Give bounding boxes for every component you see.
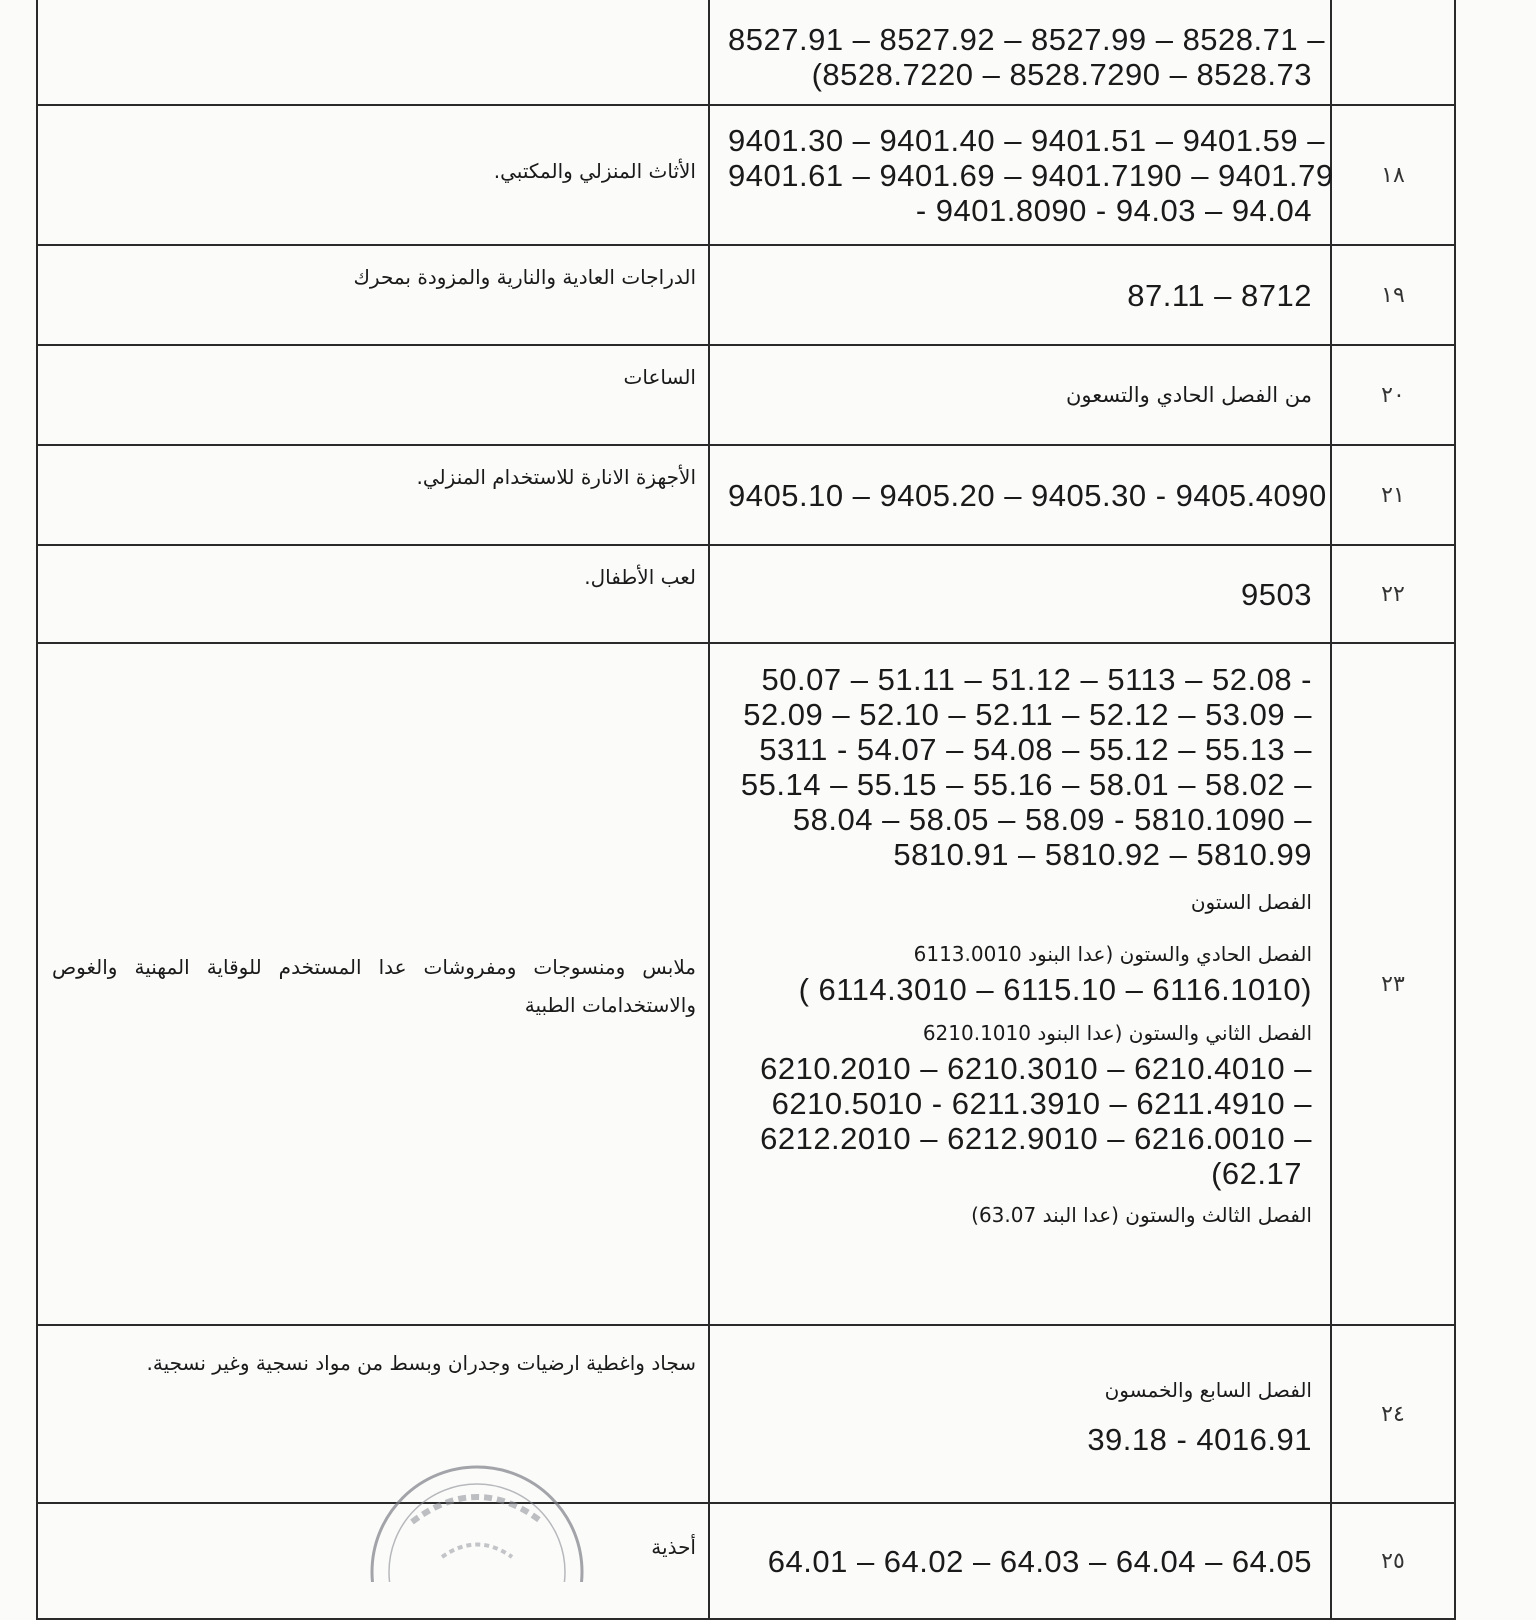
row-number: ٢٤ (1331, 1325, 1455, 1503)
row-number: ١٨ (1331, 105, 1455, 245)
table-row (37, 345, 1455, 445)
hs-codes-cell (709, 643, 1331, 1325)
item-description: أحذية (37, 1503, 709, 1619)
hs-codes-cell (709, 345, 1331, 445)
table-row (37, 245, 1455, 345)
row-number: ٢٠ (1331, 345, 1455, 445)
item-description: الدراجات العادية والنارية والمزودة بمحرك (37, 245, 709, 345)
hs-code-line: 9503 (1241, 576, 1312, 612)
table-row (37, 545, 1455, 643)
hs-code-line: 55.14 – 55.15 – 55.16 – 58.01 – 58.02 – (740, 767, 1312, 802)
hs-code-line: ( 6114.3010 – 6115.10 – 6116.1010) (798, 972, 1312, 1007)
table-row (37, 105, 1455, 245)
table-row (37, 1503, 1455, 1619)
item-description: الساعات (37, 345, 709, 445)
item-description: لعب الأطفال. (37, 545, 709, 643)
hs-codes-cell (709, 1503, 1331, 1619)
table-row (37, 643, 1455, 1325)
item-description: الأجهزة الانارة للاستخدام المنزلي. (37, 445, 709, 545)
chapter-63-label: الفصل الثالث والستون (عدا البند 63.07) (971, 1203, 1312, 1227)
hs-codes-cell (709, 0, 1331, 105)
chapter-reference: من الفصل الحادي والتسعون (1065, 383, 1312, 407)
table-row (37, 445, 1455, 545)
hs-code-line: 8527.91 – 8527.92 – 8527.99 – 8528.71 – (728, 22, 1325, 57)
hs-code-line: 58.04 – 58.05 – 58.09 - 5810.1090 – (792, 802, 1312, 837)
chapter-60-label: الفصل الستون (1190, 890, 1312, 914)
hs-code-line: (8528.7220 – 8528.7290 – 8528.73 (811, 57, 1312, 92)
hs-code-line: 50.07 – 51.11 – 51.12 – 5113 – 52.08 - (761, 662, 1312, 697)
official-stamp (352, 1462, 602, 1582)
row-number (1331, 0, 1455, 105)
hs-codes-cell (709, 1325, 1331, 1503)
item-description: سجاد واغطية ارضيات وجدران وبسط من مواد نسجية وغير نسجية. (37, 1325, 709, 1503)
hs-code-line: 6212.2010 – 6212.9010 – 6216.0010 – (760, 1121, 1312, 1156)
row-number: ٢٢ (1331, 545, 1455, 643)
hs-code-line: 9405.10 – 9405.20 – 9405.30 - 9405.4090 (728, 477, 1327, 513)
item-description (37, 0, 709, 105)
item-description: الأثاث المنزلي والمكتبي. (37, 105, 709, 245)
chapter-57-label: الفصل السابع والخمسون (1104, 1377, 1312, 1402)
hs-codes-cell (709, 105, 1334, 245)
hs-code-line: 9401.30 – 9401.40 – 9401.51 – 9401.59 – (728, 122, 1325, 158)
hs-code-line: (62.17 (1211, 1156, 1302, 1191)
hs-code-line: 6210.2010 – 6210.3010 – 6210.4010 – (760, 1051, 1312, 1086)
hs-code-line: 5810.91 – 5810.92 – 5810.99 (893, 837, 1312, 872)
hs-code-line: 64.01 – 64.02 – 64.03 – 64.04 – 64.05 (767, 1543, 1312, 1579)
row-number: ٢١ (1331, 445, 1455, 545)
table-row (37, 1325, 1455, 1503)
hs-code-line: 6210.5010 - 6211.3910 – 6211.4910 – (771, 1086, 1312, 1121)
hs-code-line: 87.11 – 8712 (1127, 277, 1312, 313)
row-number: ٢٥ (1331, 1503, 1455, 1619)
hs-codes-cell (709, 245, 1331, 345)
hs-codes-cell (709, 545, 1331, 643)
tariff-table (36, 0, 1456, 1620)
table-row (37, 0, 1455, 105)
item-description: ملابس ومنسوجات ومفروشات عدا المستخدم للوقاية المهنية والغوص والاستخدامات الطبية (37, 643, 709, 1325)
chapter-62-label: الفصل الثاني والستون (عدا البنود 6210.1010 (922, 1021, 1312, 1045)
chapter-61-label: الفصل الحادي والستون (عدا البنود 6113.0010 (913, 942, 1312, 966)
hs-codes-cell (709, 445, 1331, 545)
row-number: ٢٣ (1331, 643, 1455, 1325)
hs-code-line: 9401.61 – 9401.69 – 9401.7190 – 9401.79 (728, 157, 1334, 193)
hs-code-line: 5311 - 54.07 – 54.08 – 55.12 – 55.13 – (759, 732, 1312, 767)
hs-code-line: 52.09 – 52.10 – 52.11 – 52.12 – 53.09 – (743, 697, 1312, 732)
hs-code-line: - 9401.8090 - 94.03 – 94.04 (915, 192, 1312, 228)
row-number: ١٩ (1331, 245, 1455, 345)
hs-code-line: 39.18 - 4016.91 (1087, 1421, 1312, 1457)
